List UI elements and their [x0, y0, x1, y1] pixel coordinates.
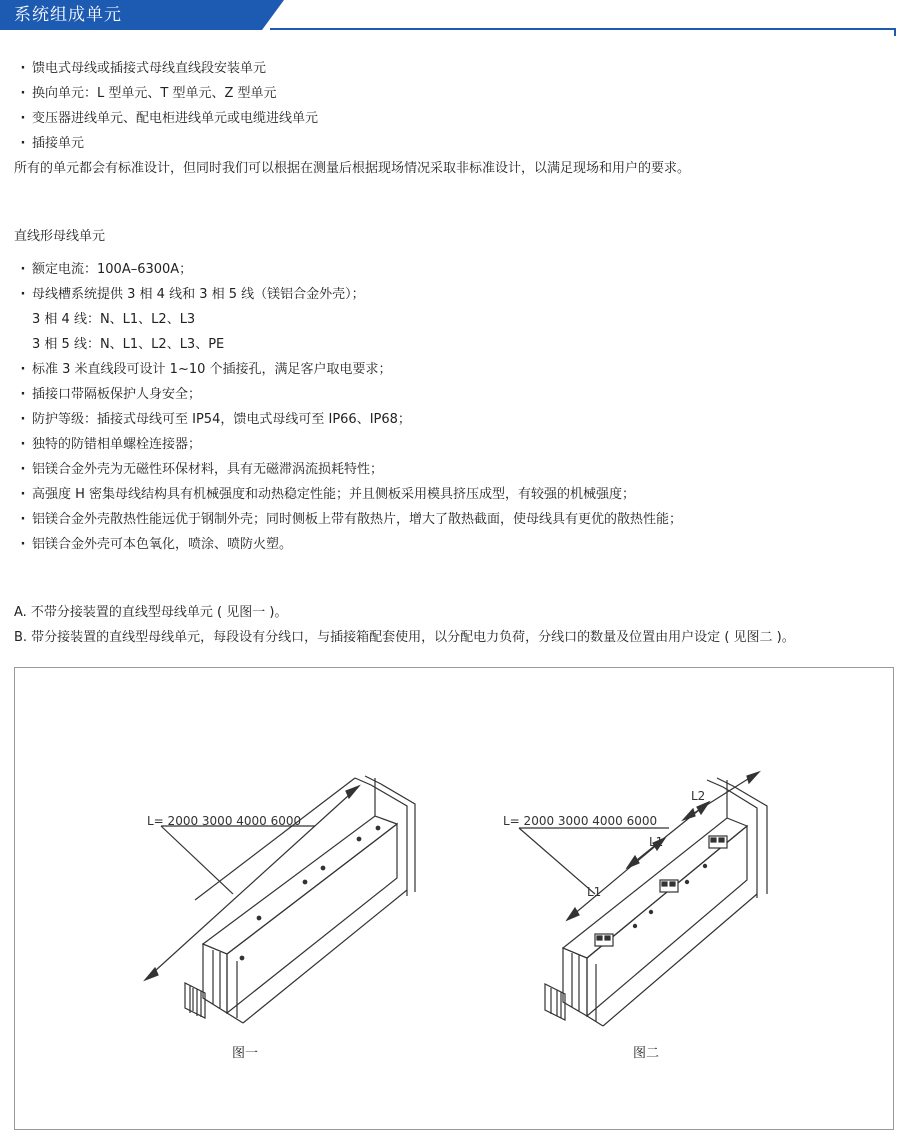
figure-2-l1-label-upper: L1 [649, 835, 664, 849]
figure-2-length-label: L= 2000 3000 4000 6000 [503, 814, 658, 828]
list-item: · 插接单元 [14, 131, 690, 156]
units-note: 所有的单元都会有标准设计，但同时我们可以根据在测量后根据现场情况采取非标准设计，以满足现场和用户的要求。 [14, 161, 691, 176]
list-item: · 铝镁合金外壳可本色氧化，喷涂、喷防火塑。 [14, 532, 682, 557]
page-title: 系统组成单元 [14, 5, 122, 25]
figure-2-l2-label: L2 [691, 789, 706, 803]
straight-list [14, 257, 682, 557]
list-item: · 独特的防错相单螺栓连接器； [14, 432, 682, 457]
straight-section-title [14, 224, 105, 249]
options-list [14, 600, 795, 650]
list-item: · 铝镁合金外壳为无磁性环保材料，具有无磁滞涡流损耗特性； [14, 457, 682, 482]
section-title: 直线形母线单元 [14, 229, 106, 244]
list-item: · 换向单元：L 型单元、T 型单元、Z 型单元 [14, 81, 690, 106]
figure-2-drawing [519, 772, 767, 1026]
figure-1-caption: 图一 [232, 1046, 259, 1061]
sub-item: 3 相 5 线：N、L1、L2、L3、PE [32, 337, 225, 352]
figure-drawings [15, 668, 893, 1129]
figure-2-caption: 图二 [633, 1046, 660, 1061]
list-item: · 变压器进线单元、配电柜进线单元或电缆进线单元 [14, 106, 690, 131]
sub-item: 3 相 4 线：N、L1、L2、L3 [32, 312, 196, 327]
figure-2-l1-label-lower: L1 [587, 885, 602, 899]
units-list [14, 56, 690, 181]
list-item: · 母线槽系统提供 3 相 4 线和 3 相 5 线（镁铝合金外壳）； [14, 282, 682, 307]
section-header [0, 0, 900, 36]
option-a: A. 不带分接装置的直线型母线单元 ( 见图一 )。 [14, 605, 288, 620]
header-rule [270, 28, 896, 30]
list-item: · 插接口带隔板保护人身安全； [14, 382, 682, 407]
list-item: · 标准 3 米直线段可设计 1~10 个插接孔，满足客户取电要求； [14, 357, 682, 382]
list-item: · 铝镁合金外壳散热性能远优于钢制外壳；同时侧板上带有散热片，增大了散热截面，使母线具有更优的散热性能； [14, 507, 682, 532]
option-b: B. 带分接装置的直线型母线单元，每段设有分线口，与插接箱配套使用，以分配电力负荷，分线口的数量及位置由用户设定 ( 见图二 )。 [14, 630, 795, 645]
list-item: · 高强度 H 密集母线结构具有机械强度和动热稳定性能；并且侧板采用模具挤压成型，有较强的机械强度； [14, 482, 682, 507]
figure-1-length-label: L= 2000 3000 4000 6000 [147, 814, 302, 828]
header-rule-tick [894, 28, 896, 36]
header-notch [262, 0, 284, 30]
list-item: · 馈电式母线或插接式母线直线段安装单元 [14, 56, 690, 81]
list-item: · 额定电流：100A–6300A； [14, 257, 682, 282]
figure-panel [14, 667, 894, 1130]
list-item: · 防护等级：插接式母线可至 IP54，馈电式母线可至 IP66、IP68； [14, 407, 682, 432]
